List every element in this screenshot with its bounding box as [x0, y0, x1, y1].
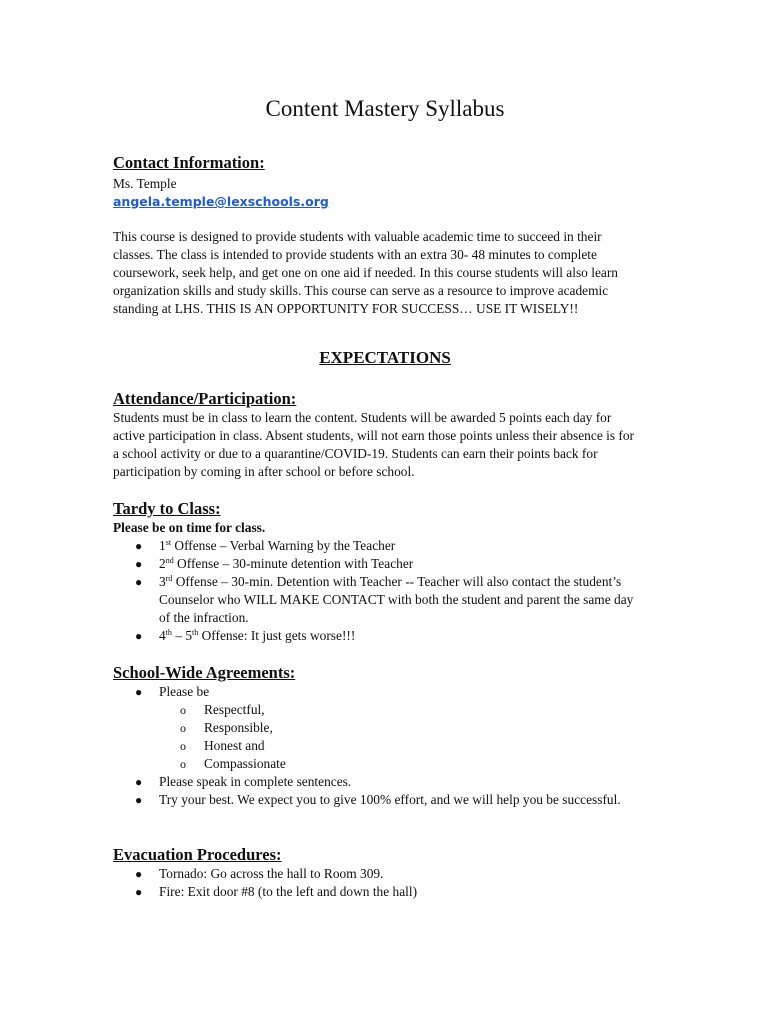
agreements-heading: School-Wide Agreements:: [113, 663, 296, 682]
bullet-icon: ●: [135, 557, 143, 571]
list-item: [113, 573, 643, 627]
list-item: [113, 883, 643, 901]
sub-list-item: [113, 755, 643, 773]
contact-section: [113, 153, 643, 211]
tardy-section: [113, 499, 643, 645]
intro-section: [113, 228, 638, 318]
offense-range: – 5: [171, 628, 193, 643]
offense-number: 4: [159, 628, 166, 643]
bullet-icon: ●: [135, 867, 143, 881]
bullet-icon: ●: [135, 775, 143, 789]
contact-email-link[interactable]: angela.temple@lexschools.org: [113, 194, 329, 209]
attendance-section: [113, 389, 643, 481]
sub-item-text: Respectful,: [204, 702, 265, 717]
sub-list-item: [113, 701, 643, 719]
list-item: [113, 555, 643, 573]
agreements-sublist: [159, 701, 643, 773]
sub-item-text: Compassionate: [204, 756, 286, 771]
tardy-subheading: Please be on time for class.: [113, 520, 266, 535]
offense-number: 2: [159, 556, 166, 571]
bullet-icon: ●: [135, 539, 143, 553]
list-item: [113, 791, 643, 809]
evacuation-text: Fire: Exit door #8 (to the left and down the hall): [159, 884, 418, 899]
contact-heading: Contact Information:: [113, 153, 265, 172]
expectations-heading: EXPECTATIONS: [319, 348, 451, 367]
offense-number: 1: [159, 538, 166, 553]
ordinal-suffix: th: [165, 628, 172, 637]
circle-bullet-icon: o: [180, 757, 186, 771]
tardy-list: [113, 537, 643, 645]
sub-item-text: Responsible,: [204, 720, 273, 735]
list-item: [113, 627, 643, 645]
offense-text: Offense – Verbal Warning by the Teacher: [171, 538, 396, 553]
page-title: Content Mastery Syllabus: [265, 96, 505, 121]
sub-list-item: [113, 719, 643, 737]
ordinal-suffix: st: [165, 538, 172, 547]
agreements-section: [113, 663, 643, 809]
bullet-icon: ●: [135, 575, 143, 589]
circle-bullet-icon: o: [180, 739, 186, 753]
ordinal-suffix: nd: [165, 556, 174, 565]
attendance-paragraph: Students must be in class to learn the content. Students will be awarded 5 points each day for active participation in class. Absent students, will not earn those points unless their absence is for a school activity or due to a quarantine/COVID-19. Students can earn their points back for participation by coming in after school or before school.: [113, 410, 635, 479]
list-item: [113, 683, 643, 773]
agreement-text: Please speak in complete sentences.: [159, 774, 352, 789]
bullet-icon: ●: [135, 885, 143, 899]
list-item: [113, 537, 643, 555]
offense-number: 3: [159, 574, 166, 589]
agreement-text: Try your best. We expect you to give 100% effort, and we will help you be successful.: [159, 792, 621, 807]
contact-name: Ms. Temple: [113, 176, 177, 191]
please-be-text: Please be: [159, 684, 210, 699]
list-item: [113, 773, 643, 791]
bullet-icon: ●: [135, 793, 143, 807]
evacuation-heading: Evacuation Procedures:: [113, 845, 282, 864]
evacuation-text: Tornado: Go across the hall to Room 309.: [159, 866, 384, 881]
ordinal-suffix: rd: [165, 574, 173, 583]
offense-text: Offense – 30-min. Detention with Teacher -- Teacher will also contact the student’s Counselor who WILL MAKE CONTACT with both the student and parent the same day of the infraction.: [159, 574, 634, 625]
tardy-heading: Tardy to Class:: [113, 499, 221, 518]
intro-paragraph: This course is designed to provide students with valuable academic time to succeed in their classes. The class is intended to provide students with an extra 30- 48 minutes to complete coursework, seek help, and get one on one aid if needed. In this course students will also learn organization skills and study skills. This course can serve as a resource to improve academic standing at LHS. THIS IS AN OPPORTUNITY FOR SUCCESS… USE IT WISELY!!: [113, 229, 618, 316]
offense-text: Offense – 30-minute detention with Teacher: [173, 556, 414, 571]
ordinal-suffix: th: [192, 628, 199, 637]
agreements-list: [113, 683, 643, 809]
list-item: [113, 865, 643, 883]
bullet-icon: ●: [135, 685, 143, 699]
offense-text: Offense: It just gets worse!!!: [198, 628, 356, 643]
sub-list-item: [113, 737, 643, 755]
circle-bullet-icon: o: [180, 721, 186, 735]
evacuation-section: [113, 845, 643, 901]
attendance-heading: Attendance/Participation:: [113, 389, 297, 408]
bullet-icon: ●: [135, 629, 143, 643]
circle-bullet-icon: o: [180, 703, 186, 717]
sub-item-text: Honest and: [204, 738, 265, 753]
evacuation-list: [113, 865, 643, 901]
